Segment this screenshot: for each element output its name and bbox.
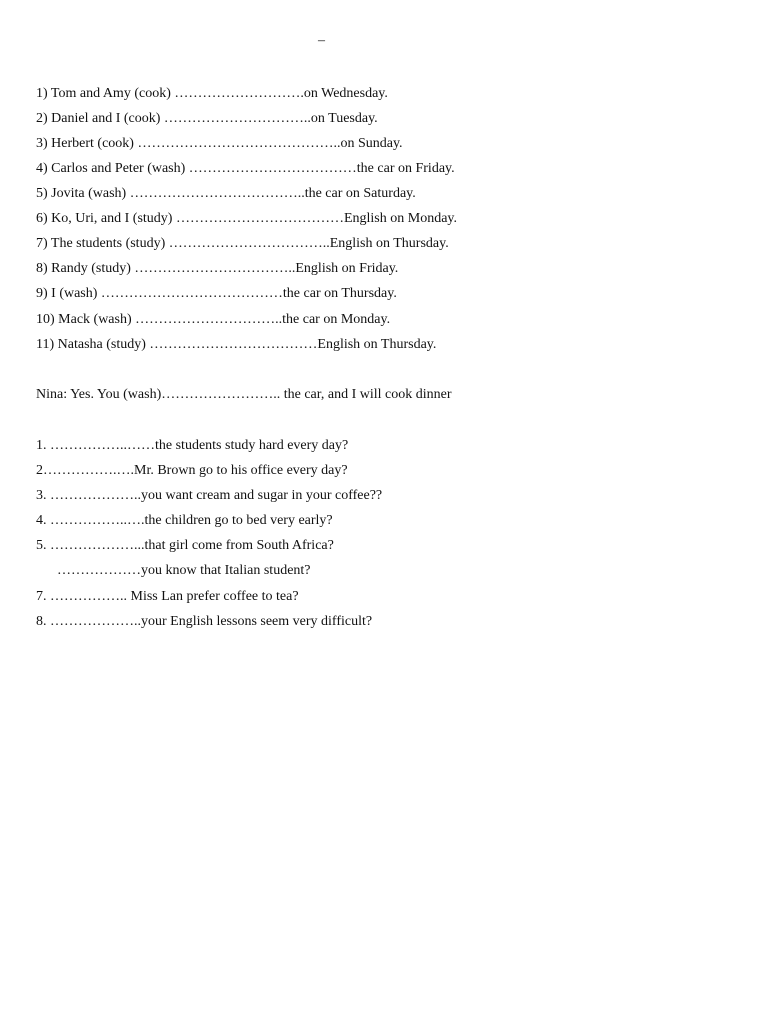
question-item-2: 2…………….….Mr. Brown go to his office every day? bbox=[36, 463, 348, 478]
dialogue-line: Nina: Yes. You (wash)…………………….. the car, and I will cook dinner bbox=[36, 387, 452, 402]
exercise-item-9: 9) I (wash) …………………………………the car on Thursday. bbox=[36, 286, 397, 301]
header-mark: – bbox=[318, 33, 325, 48]
question-item-7: 7. …………….. Miss Lan prefer coffee to tea? bbox=[36, 589, 299, 604]
exercise-item-1: 1) Tom and Amy (cook) ……………………….on Wednesday. bbox=[36, 86, 388, 101]
question-item-1: 1. ……………..……the students study hard every day? bbox=[36, 438, 349, 453]
question-item-3: 3. ………………..you want cream and sugar in your coffee?? bbox=[36, 488, 383, 503]
exercise-item-7: 7) The students (study) ……………………………..English on Thursday. bbox=[36, 236, 449, 251]
exercise-item-10: 10) Mack (wash) …………………………..the car on Monday. bbox=[36, 312, 391, 327]
exercise-item-6: 6) Ko, Uri, and I (study) ………………………………English on Monday. bbox=[36, 211, 458, 226]
exercise-item-8: 8) Randy (study) ……………………………..English on Friday. bbox=[36, 261, 399, 276]
exercise-item-2: 2) Daniel and I (cook) …………………………..on Tuesday. bbox=[36, 111, 378, 126]
exercise-item-3: 3) Herbert (cook) ……………………………………..on Sunday. bbox=[36, 136, 403, 151]
exercise-item-11: 11) Natasha (study) ………………………………English on Thursday. bbox=[36, 337, 437, 352]
exercise-item-4: 4) Carlos and Peter (wash) ………………………………the car on Friday. bbox=[36, 161, 455, 176]
exercise-item-5: 5) Jovita (wash) ………………………………..the car on Saturday. bbox=[36, 186, 416, 201]
question-item-5: 5. ………………...that girl come from South Africa? bbox=[36, 538, 334, 553]
question-item-4: 4. ……………..….the children go to bed very early? bbox=[36, 513, 333, 528]
question-item-8: 8. ………………..your English lessons seem very difficult? bbox=[36, 614, 373, 629]
question-item-6: ………………you know that Italian student? bbox=[57, 563, 311, 578]
